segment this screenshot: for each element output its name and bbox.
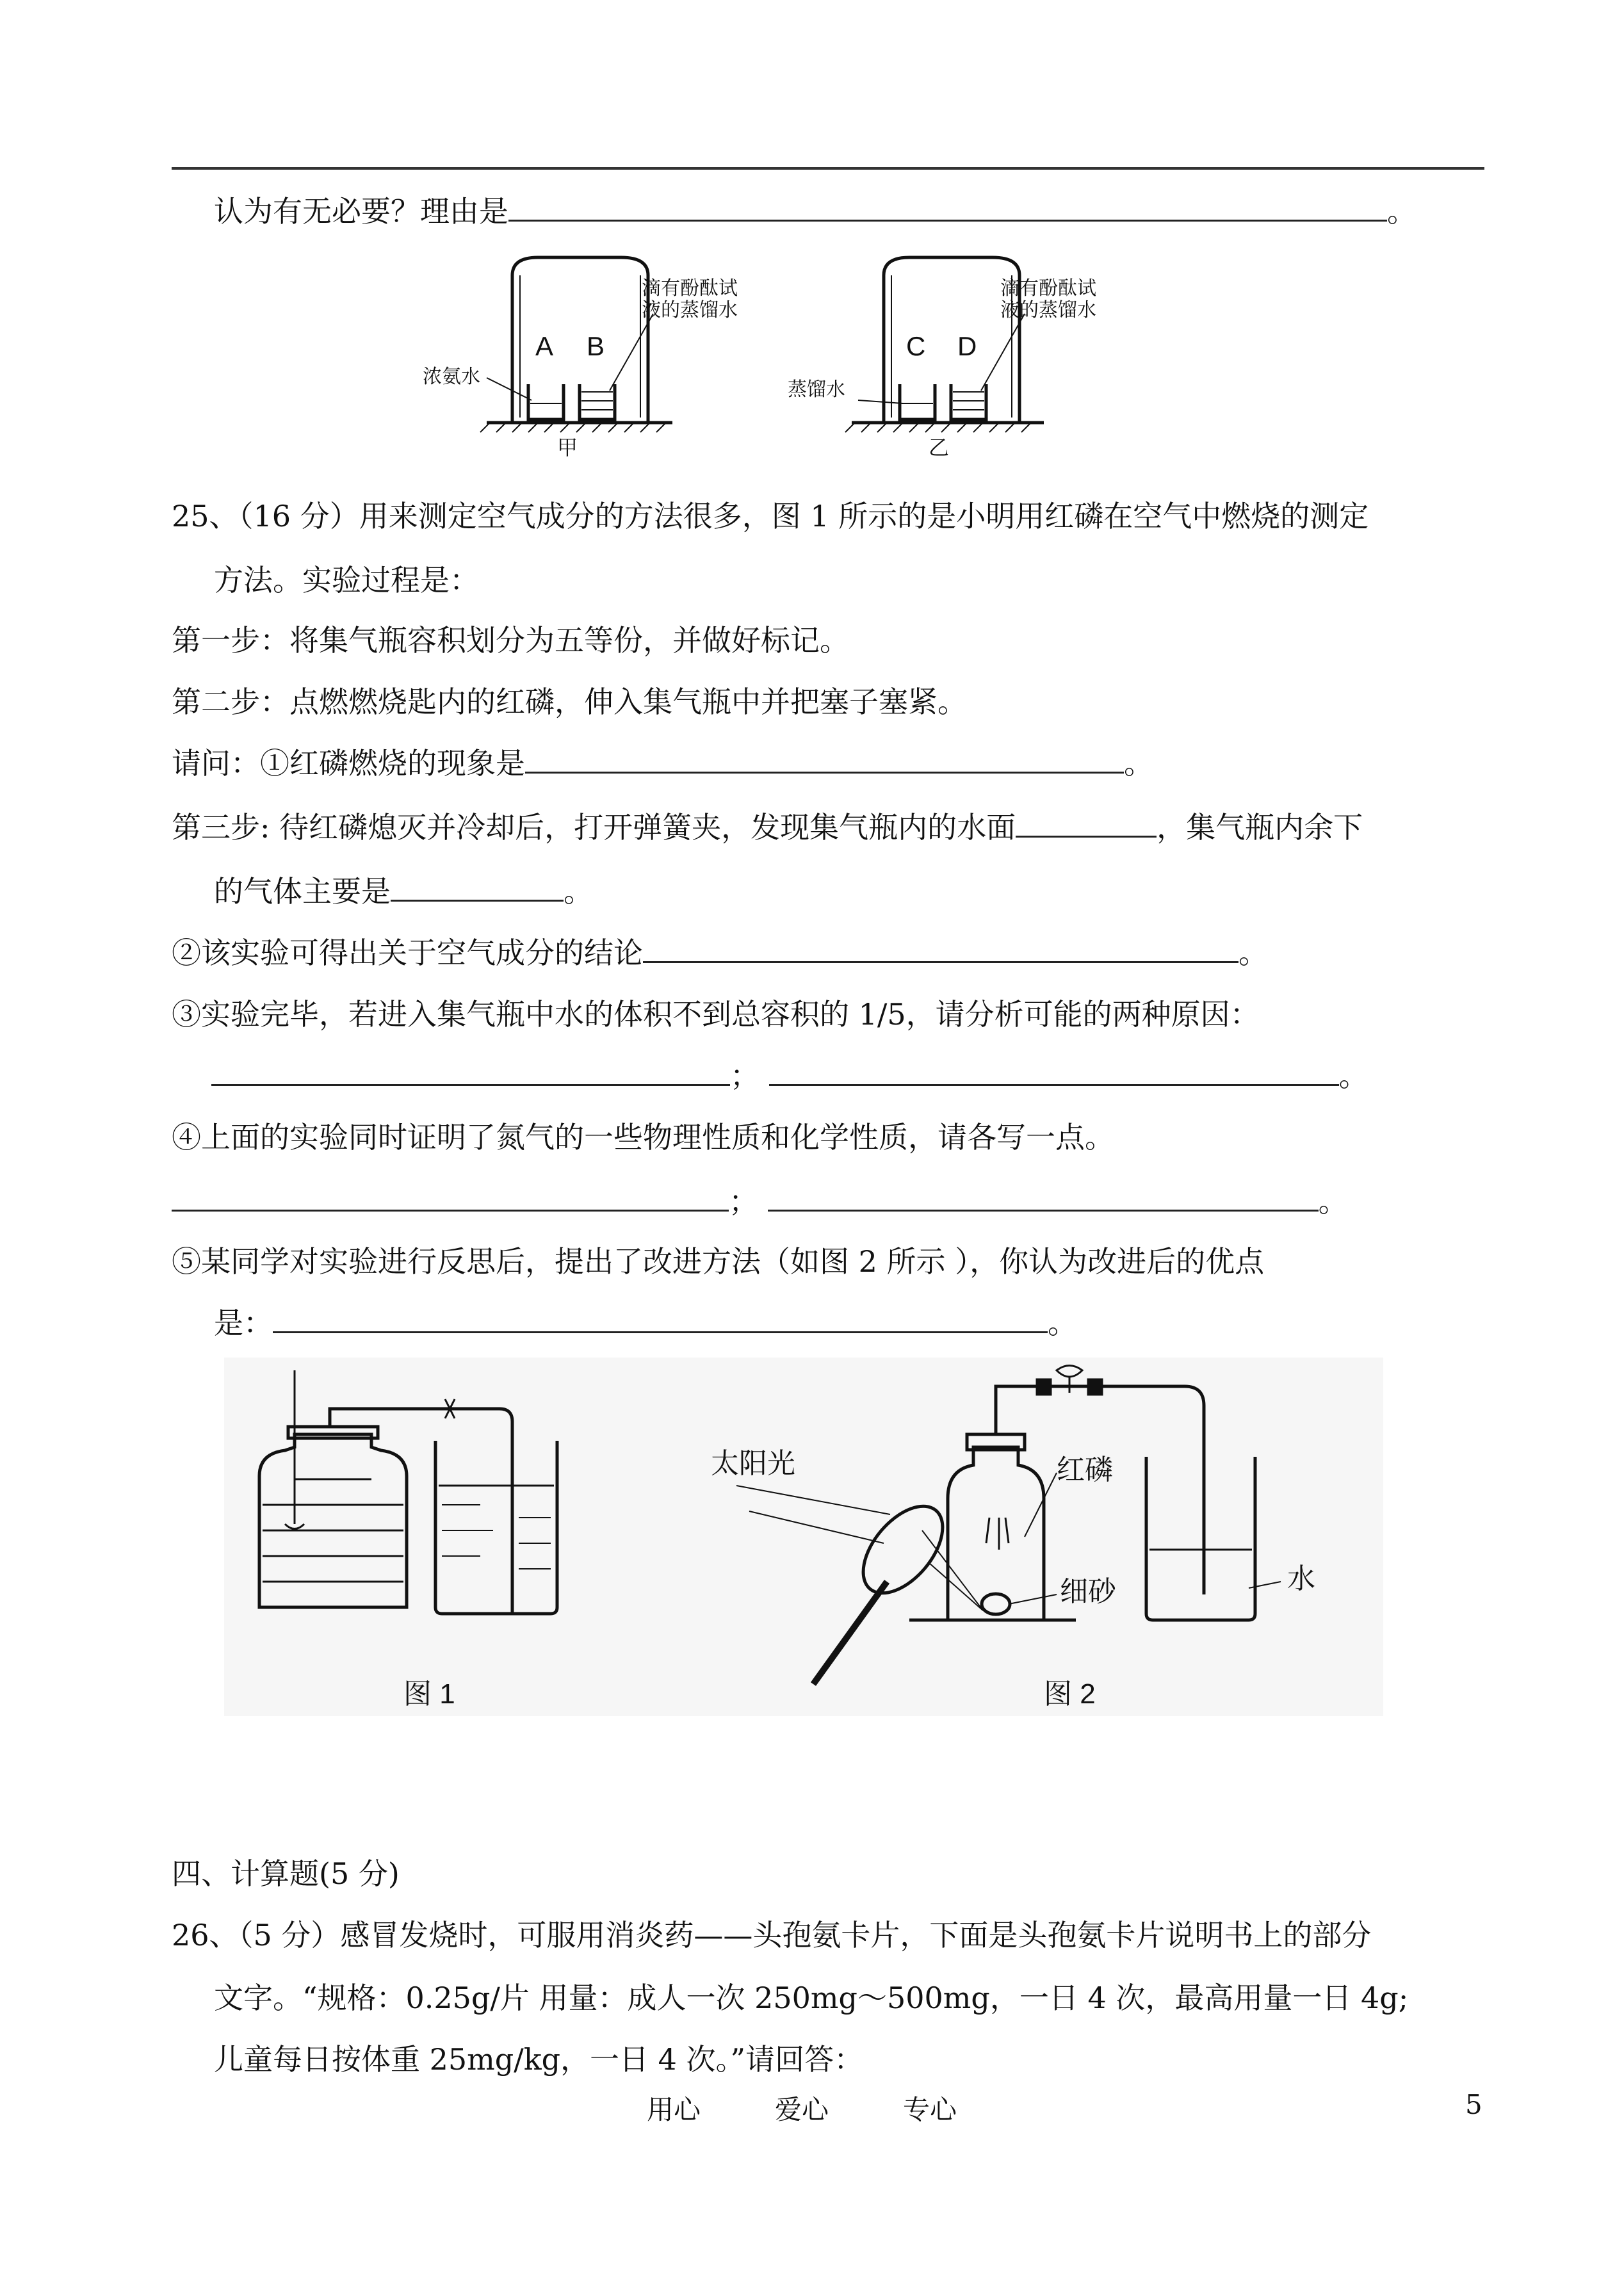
period: 。 xyxy=(1338,1058,1368,1093)
q2-line xyxy=(172,934,1268,972)
semicolon: ； xyxy=(730,1058,759,1093)
beaker-d xyxy=(951,384,986,419)
reason-blank-1[interactable] xyxy=(211,1058,730,1086)
label-phenol-2: 液的蒸馏水 xyxy=(642,300,738,321)
step3-suffix: ，集气瓶内余下 xyxy=(1157,810,1363,845)
period: 。 xyxy=(1124,746,1153,781)
phosphorus-experiment-figures xyxy=(224,1358,1383,1716)
q3-text: ③实验完毕，若进入集气瓶中水的体积不到总容积的 1/5，请分析可能的两种原因： xyxy=(172,997,1260,1032)
step3-prompt: 第三步: 待红磷熄灭并冷却后，打开弹簧夹，发现集气瓶内的水面 xyxy=(172,810,1016,845)
reason-blank[interactable] xyxy=(508,194,1387,222)
beaker-b xyxy=(580,384,615,419)
q26-line-3: 儿童每日按体重 25mg/kg，一日 4 次。”请回答： xyxy=(214,2042,864,2077)
header-rule xyxy=(172,167,1484,170)
label-distilled: 蒸馏水 xyxy=(788,379,845,400)
advantage-blank[interactable] xyxy=(273,1306,1048,1333)
physical-property-blank[interactable] xyxy=(172,1184,729,1212)
q25-line-1: 25、（16 分）用来测定空气成分的方法很多，图 1 所示的是小明用红磷在空气中燃烧的测定 xyxy=(172,499,1369,533)
q25-line-2: 方法。实验过程是： xyxy=(214,563,479,597)
step2-text: 第二步：点燃燃烧匙内的红磷，伸入集气瓶中并把塞子塞紧。 xyxy=(172,685,967,719)
sunlight-label: 太阳光 xyxy=(711,1448,795,1479)
period: 。 xyxy=(564,874,593,909)
caption-yi: 乙 xyxy=(929,436,950,459)
water-surface-blank[interactable] xyxy=(1016,810,1157,838)
remaining-gas-prompt: 的气体主要是 xyxy=(214,874,391,909)
fig2-caption: 图 2 xyxy=(1044,1678,1096,1710)
beaker-a xyxy=(528,384,564,419)
label-a: A xyxy=(535,331,554,361)
reason-line xyxy=(214,192,1417,231)
q5-line-1: ⑤某同学对实验进行反思后，提出了改进方法（如图 2 所示 ），你认为改进后的优点 xyxy=(172,1244,1265,1279)
q2-prompt: ②该实验可得出关于空气成分的结论 xyxy=(172,936,643,970)
ask1-line xyxy=(172,744,1153,783)
label-ammonia: 浓氨水 xyxy=(423,366,480,387)
period: 。 xyxy=(1318,1184,1348,1219)
ask1-prompt: 请问：①红磷燃烧的现象是 xyxy=(172,746,525,781)
step3-line xyxy=(172,808,1363,847)
label-c: C xyxy=(906,331,926,361)
remaining-gas-blank[interactable] xyxy=(391,874,564,902)
label-phenol-3: 滴有酚酞试 xyxy=(1000,278,1096,299)
fig1-caption: 图 1 xyxy=(403,1678,455,1710)
q4-answer-line xyxy=(172,1182,1348,1220)
period: 。 xyxy=(1238,936,1268,970)
conclusion-blank[interactable] xyxy=(643,936,1238,963)
q3-answer-line xyxy=(211,1057,1368,1095)
reason-prompt: 认为有无必要？理由是 xyxy=(214,194,508,229)
period: 。 xyxy=(1387,194,1417,229)
water-label: 水 xyxy=(1287,1563,1315,1594)
phenomenon-blank[interactable] xyxy=(525,746,1124,774)
caption-jia: 甲 xyxy=(557,436,578,459)
step3-line-2 xyxy=(214,872,593,911)
period: 。 xyxy=(1048,1306,1077,1340)
q26-line-1: 26、（5 分）感冒发烧时，可服用消炎药——头孢氨卡片，下面是头孢氨卡片说明书上的部分 xyxy=(172,1918,1372,1952)
step1-text: 第一步：将集气瓶容积划分为五等份，并做好标记。 xyxy=(172,623,849,658)
chemical-property-blank[interactable] xyxy=(768,1184,1319,1212)
semicolon: ； xyxy=(729,1184,758,1219)
q5-prompt: 是： xyxy=(214,1306,273,1340)
label-d: D xyxy=(957,331,977,361)
q4-text: ④上面的实验同时证明了氮气的一些物理性质和化学性质，请各写一点。 xyxy=(172,1120,1114,1155)
label-b: B xyxy=(587,331,605,361)
footer-motto-1: 用心 xyxy=(647,2094,701,2125)
page-number: 5 xyxy=(1465,2089,1482,2120)
footer-motto-2: 爱心 xyxy=(775,2094,829,2125)
label-phenol-1: 滴有酚酞试 xyxy=(642,278,738,299)
reason-blank-2[interactable] xyxy=(769,1058,1339,1086)
ammonia-diffusion-diagram xyxy=(410,250,1153,467)
beaker-c xyxy=(900,384,935,419)
label-phenol-4: 液的蒸馏水 xyxy=(1000,300,1096,321)
footer-motto-3: 专心 xyxy=(903,2094,957,2125)
phosphorus-label: 红磷 xyxy=(1057,1454,1113,1486)
sand-label: 细砂 xyxy=(1060,1576,1116,1607)
section-4-heading: 四、计算题(5 分) xyxy=(172,1856,400,1891)
q5-line-2 xyxy=(214,1304,1077,1342)
q26-line-2: 文字。“规格：0.25g/片 用量：成人一次 250mg～500mg，一日 4 次，最高用量一日 4g; xyxy=(214,1981,1409,2015)
